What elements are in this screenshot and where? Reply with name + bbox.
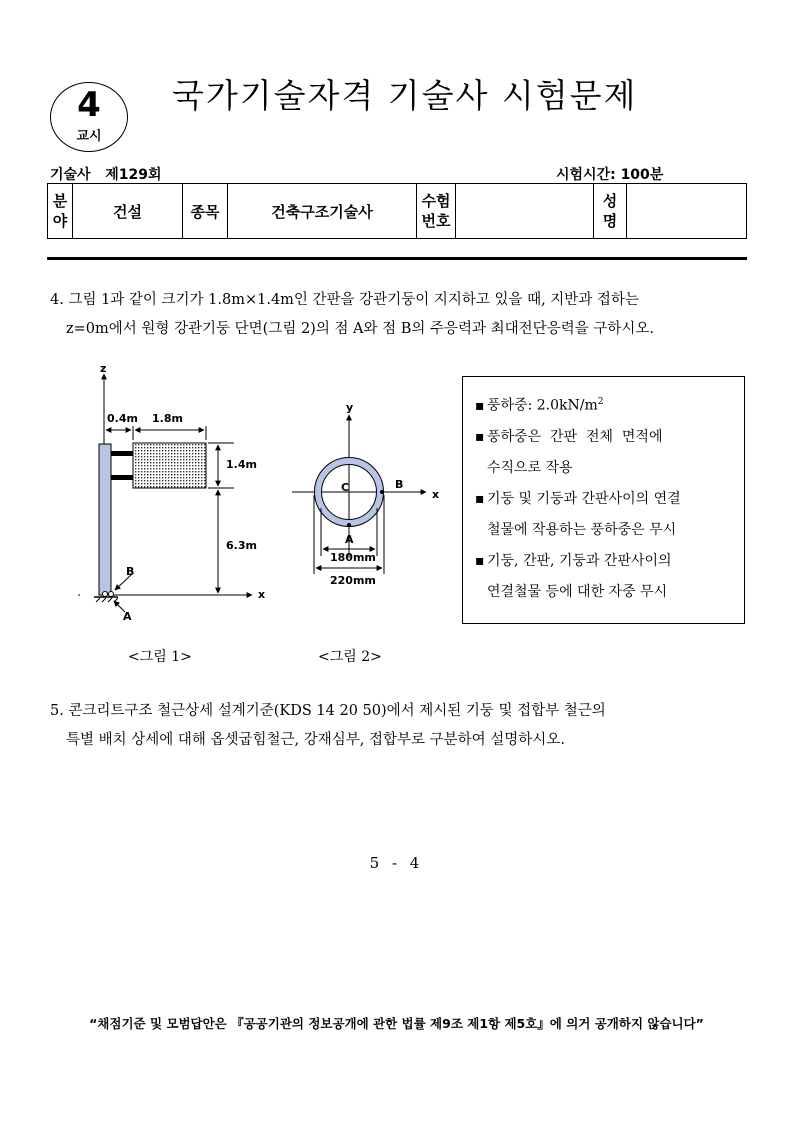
fig1-x-axis-label: x	[258, 588, 266, 601]
question-5	[50, 697, 750, 755]
category-value: 건축구조기술사	[228, 184, 417, 239]
category-label: 종목	[183, 184, 228, 239]
conditions-box	[462, 376, 745, 624]
period-number: 4	[77, 85, 101, 125]
name-field[interactable]	[627, 184, 747, 239]
bullet-icon: ▪	[475, 552, 485, 569]
question-4-line-2: z=0m에서 원형 강관기둥 단면(그림 2)의 점 A와 점 B의 주응력과 최대전단응력을 구하시오.	[66, 321, 654, 337]
note-3-line-2: 철물에 작용하는 풍하중은 무시	[487, 521, 677, 538]
fig1-point-b: B	[126, 565, 135, 578]
fig2-outer-diameter: 220mm	[330, 574, 376, 587]
steel-column	[99, 444, 111, 595]
note-1-superscript: 2	[597, 397, 604, 407]
note-4-line-1: 기둥, 간판, 기둥과 간판사이의	[487, 552, 672, 569]
note-1-text: 풍하중: 2.0kN/m	[487, 397, 598, 414]
field-label: 분 야	[48, 184, 73, 239]
period-badge	[50, 82, 128, 152]
note-2-line-1: 풍하중은 간판 전체 면적에	[487, 428, 663, 445]
fig2-point-c: C	[341, 481, 350, 494]
name-label: 성 명	[594, 184, 627, 239]
note-4-line-2: 연결철물 등에 대한 자중 무시	[487, 583, 668, 600]
fig2-y-axis-label: y	[346, 401, 354, 414]
period-label: 교시	[76, 129, 102, 144]
fig1-offset-dimension: 0.4m	[107, 412, 138, 425]
fig1-column-dimension: 6.3m	[226, 539, 257, 552]
bullet-icon: ▪	[475, 428, 485, 445]
note-2-line-2: 수직으로 작용	[487, 459, 573, 476]
page-title: 국가기술자격 기술사 시험문제	[172, 76, 638, 115]
signboard	[133, 443, 206, 488]
figure-2	[292, 401, 439, 587]
note-4	[475, 546, 734, 577]
question-5-line-1: 5. 콘크리트구조 철근상세 설계기준(KDS 14 20 50)에서 제시된 기둥 및 접합부 철근의	[50, 703, 606, 719]
exam-number-label: 수험 번호	[417, 184, 456, 239]
fig1-point-a: A	[123, 610, 132, 623]
note-3-line-1: 기둥 및 기둥과 간판사이의 연결	[487, 490, 681, 507]
figures	[60, 360, 450, 640]
fig1-width-dimension: 1.8m	[152, 412, 183, 425]
figure-2-caption: <그림 2>	[318, 649, 382, 665]
bullet-icon: ▪	[475, 490, 485, 507]
note-1	[475, 387, 734, 422]
info-table	[47, 183, 747, 239]
question-4	[50, 286, 750, 344]
fig1-height-dimension: 1.4m	[226, 458, 257, 471]
note-2	[475, 422, 734, 453]
footer-notice: “채점기준 및 모범답안은 『공공기관의 정보공개에 관한 법률 제9조 제1항 제5호』에 의거 공개하지 않습니다”	[89, 1016, 704, 1031]
question-4-line-1: 4. 그림 1과 같이 크기가 1.8m×1.4m인 간판을 강관기둥이 지지하고 있을 때, 지반과 접하는	[50, 292, 639, 308]
figure-1	[78, 362, 265, 623]
fig2-inner-diameter: 180mm	[330, 551, 376, 564]
question-5-line-2: 특별 배치 상세에 대해 옵셋굽힘철근, 강재심부, 접합부로 구분하여 설명하시오.	[66, 732, 565, 748]
exam-series: 기술사 제129회	[50, 167, 162, 183]
field-value: 건설	[73, 184, 183, 239]
page-number: 5 - 4	[369, 854, 424, 872]
exam-time: 시험시간: 100분	[556, 167, 664, 183]
note-3	[475, 484, 734, 515]
bullet-icon: ▪	[475, 397, 485, 414]
fig2-x-axis-label: x	[432, 488, 440, 501]
fig2-point-b: B	[395, 478, 404, 491]
fig1-z-axis-label: z	[100, 362, 107, 375]
figure-1-caption: <그림 1>	[128, 649, 192, 665]
exam-number-field[interactable]	[456, 184, 594, 239]
header-divider	[47, 257, 747, 260]
fig2-point-a: A	[345, 533, 354, 546]
